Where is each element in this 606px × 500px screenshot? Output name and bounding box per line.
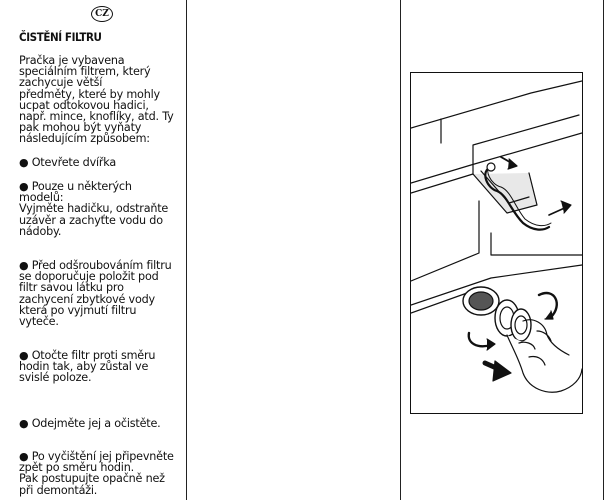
step-text: Odejměte jej a očistěte. bbox=[31, 417, 161, 430]
step-remove-hose bbox=[19, 181, 179, 237]
step-remove-clean bbox=[19, 418, 179, 429]
step-text: Otočte filtr proti směru hodin tak, aby zůstal ve svislé poloze. bbox=[19, 349, 156, 385]
step-text: Pouze u některých modelů: Vyjměte hadičku, odstraňte uzávěr a zachyťte vodu do nádoby. bbox=[19, 180, 169, 238]
column-divider-right bbox=[400, 0, 401, 500]
step-text: Otevřete dvířka bbox=[31, 156, 117, 169]
step-open-door bbox=[19, 157, 179, 168]
filter-illustration bbox=[410, 72, 583, 414]
intro-paragraph: Pračka je vybavena speciálním filtrem, který zachycuje větší předměty, které by mohly ucpat odtokovou hadici, např. mince, knoflíky, atd. Ty pak mohou být vyňaty následujícím způsobem: bbox=[19, 54, 174, 146]
language-badge: CZ bbox=[91, 6, 113, 22]
step-place-cloth bbox=[19, 260, 179, 327]
step-text: Po vyčištění jej připevněte zpět po směru hodin. Pak postupujte opačně než při demontáži. bbox=[19, 450, 174, 497]
step-text: Před odšroubováním filtru se doporučuje položit pod filtr savou látku pro zachycení zbytkové vody která po vyjmutí filtru vyteče. bbox=[19, 259, 172, 329]
filter-drawing bbox=[411, 73, 582, 413]
page-edge-line bbox=[603, 0, 604, 500]
section-title: ČISTĚNÍ FILTRU bbox=[19, 30, 102, 44]
step-turn-filter bbox=[19, 350, 179, 384]
step-refit-filter bbox=[19, 451, 179, 496]
column-divider-left bbox=[186, 0, 187, 500]
